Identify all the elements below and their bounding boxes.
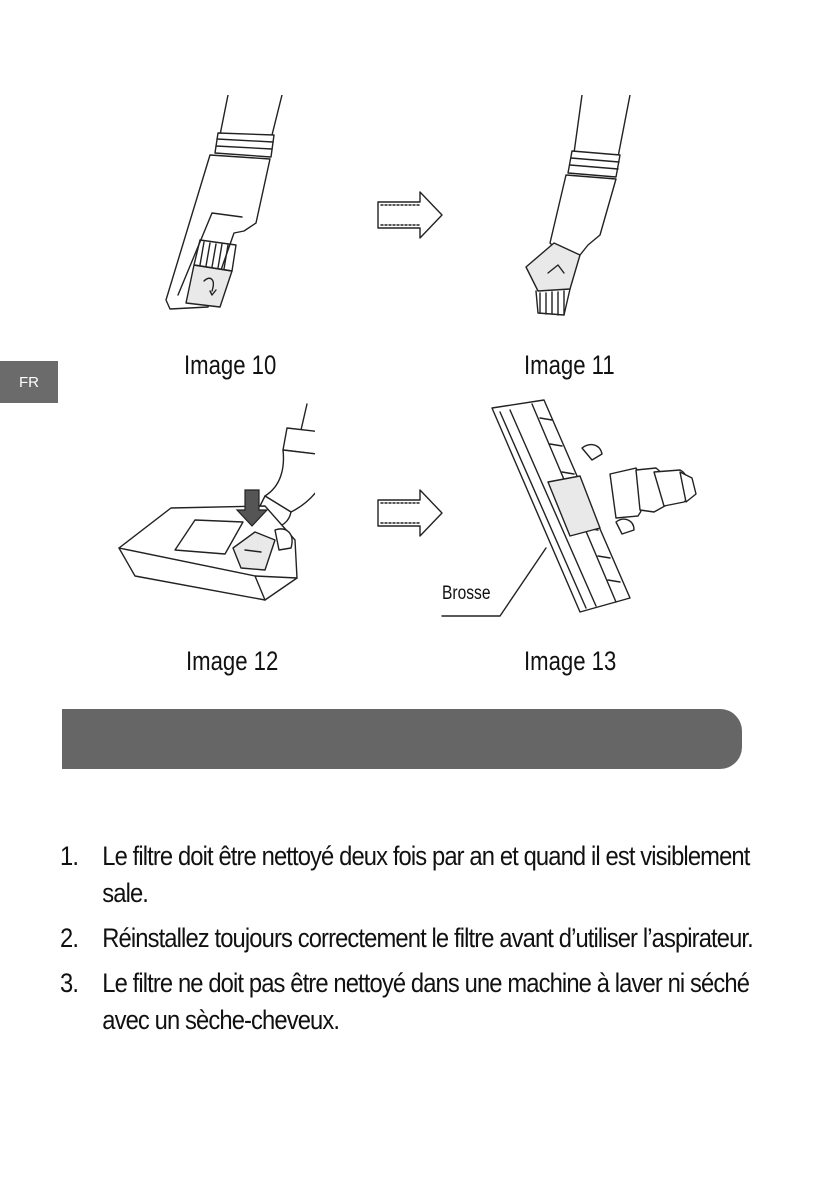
- figure-image-11: [518, 95, 638, 320]
- step-text: Le filtre doit être nettoyé deux fois par an et quand il est visiblement sale.: [102, 841, 750, 908]
- figure-image-10: [150, 95, 290, 315]
- figure-caption-image-13: Image 13: [524, 646, 617, 676]
- step-number: 1.: [60, 841, 79, 871]
- step-number: 3.: [60, 968, 79, 998]
- figure-caption-image-12: Image 12: [186, 646, 279, 676]
- instruction-list: [60, 838, 800, 1047]
- list-item: [60, 965, 789, 1039]
- step-number: 2.: [60, 923, 79, 953]
- figure-image-12: [115, 400, 315, 610]
- floor-head-attach-illustration: [115, 400, 315, 610]
- figure-caption-image-10: Image 10: [184, 350, 277, 380]
- crevice-brush-illustration: [518, 95, 638, 320]
- language-tab-label: FR: [19, 373, 39, 391]
- list-item: [60, 920, 789, 957]
- arrow-right-icon: [376, 190, 446, 240]
- list-item: [60, 838, 789, 912]
- language-tab: [0, 361, 58, 403]
- step-text: Réinstallez toujours correctement le filtre avant d’utiliser l’aspirateur.: [102, 923, 753, 953]
- step-text: Le filtre ne doit pas être nettoyé dans une machine à laver ni séché avec un sèche-cheveux.: [102, 968, 750, 1035]
- brush-callout-label: Brosse: [442, 583, 491, 604]
- arrow-right-icon: [376, 488, 446, 538]
- crevice-tool-illustration: [150, 95, 290, 315]
- section-header-bar: [62, 709, 742, 769]
- figure-caption-image-11: Image 11: [524, 350, 615, 380]
